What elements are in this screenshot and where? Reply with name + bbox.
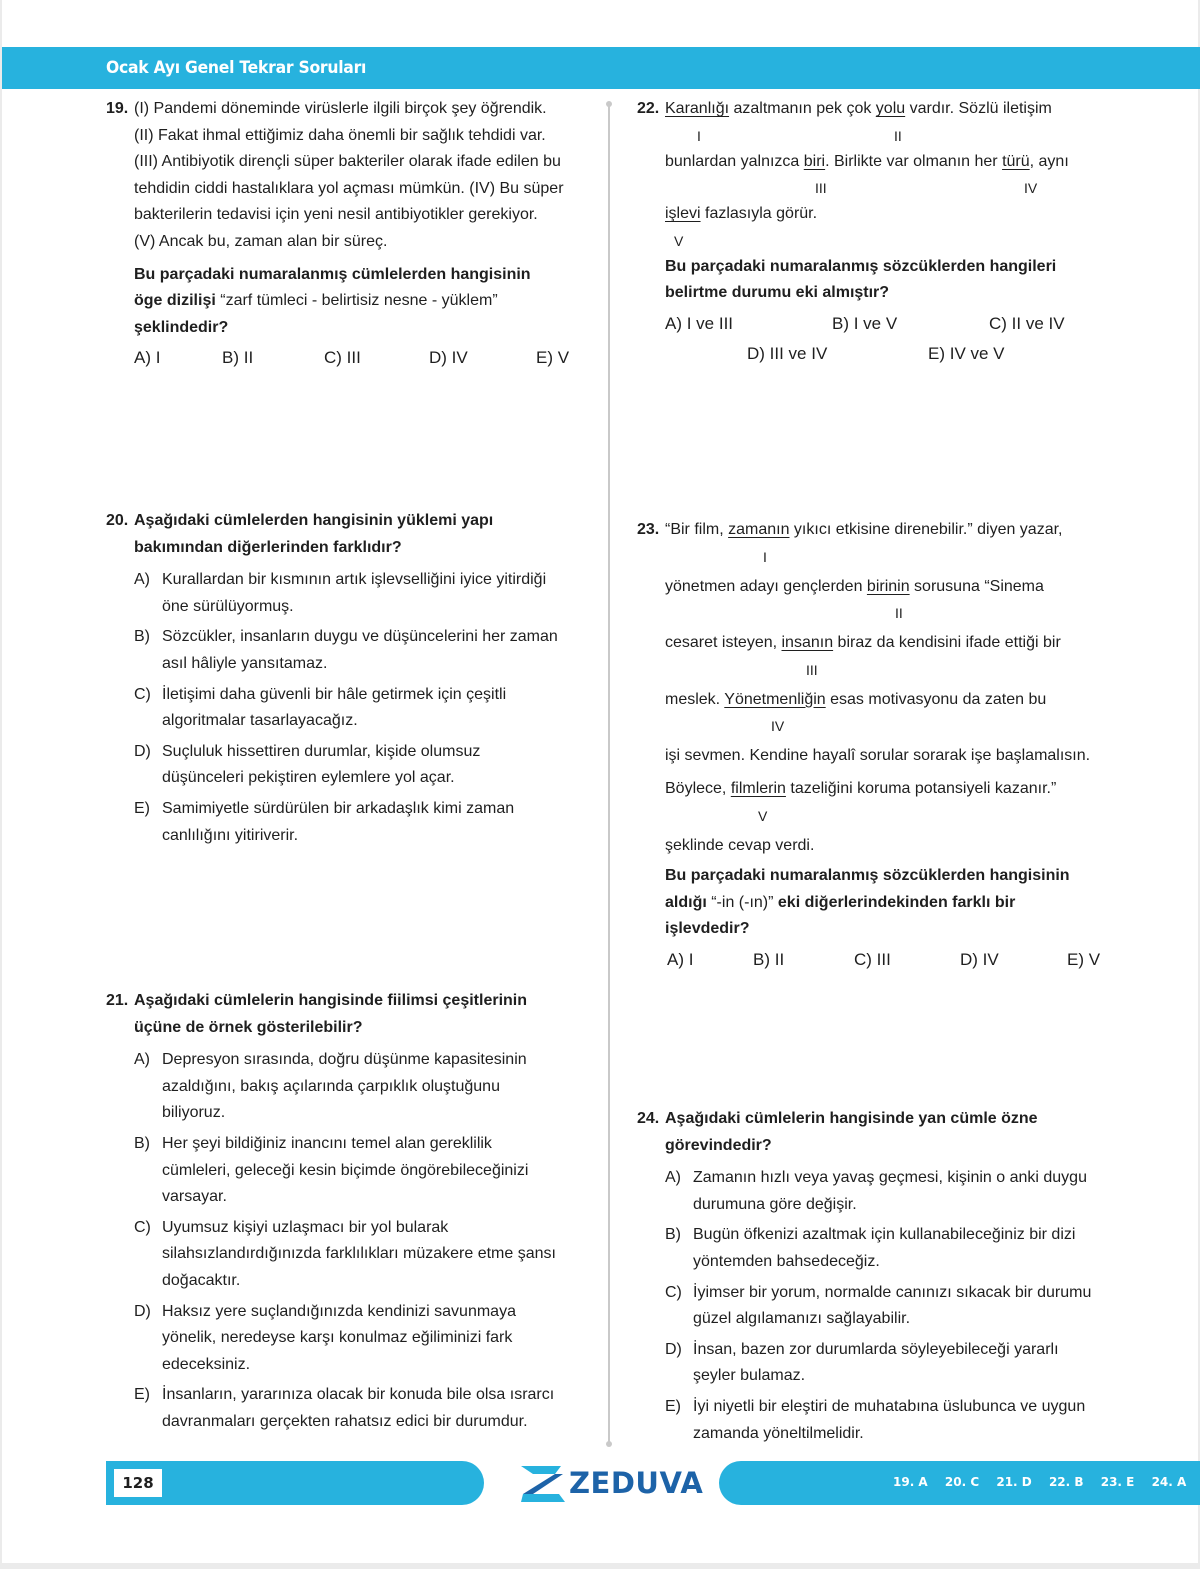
question-stem: Aşağıdaki cümlelerin hangisinde fiilimsi çeşitlerinin [134, 992, 528, 1009]
roman-numeral-row [665, 123, 1137, 149]
option-b[interactable] [134, 624, 586, 677]
roman-numeral: IV [771, 718, 785, 735]
question-stem: Bu parçadaki numaralanmış sözcüklerden hangileri [665, 257, 1057, 275]
option-b[interactable] [134, 1131, 596, 1211]
roman-numeral: I [697, 127, 701, 144]
options-row [665, 311, 1137, 341]
answer-key-item: 23. E [1100, 1475, 1135, 1489]
passage-text: vardır. Sözlü iletişim [905, 100, 1052, 117]
option-e[interactable] [134, 796, 586, 849]
option-text: Uyumsuz kişiyi uzlaşmacı bir yol bularak [162, 1218, 449, 1236]
passage-text: . Birlikte var olmanın her [825, 152, 1003, 170]
option-text: Samimiyetle sürdürülen bir arkadaşlık kimi zaman [162, 799, 515, 817]
options-row [665, 341, 1137, 371]
option-text: silahsızlandırdığınızda farklılıkları müzakere etme şansı [162, 1245, 556, 1263]
passage-line [665, 96, 1137, 123]
passage-text: Böylece, [665, 779, 731, 797]
option-letter: C) [134, 1218, 151, 1236]
option-letter: B) [134, 1134, 150, 1152]
question-number: 24. [637, 1110, 660, 1127]
numbered-word-iii: biri [803, 152, 826, 170]
passage-line [665, 776, 1157, 803]
passage-line: tehdidin ciddi hastalıklara yol açması mümkün. (IV) Bu süper [134, 179, 564, 197]
option-text: İyi niyetli bir eleştiri de muhatabına üslubunca ve uygun [693, 1397, 1086, 1415]
option-text: şeyler bulamaz. [693, 1367, 806, 1385]
option-text: asıl hâliyle yansıtamaz. [162, 654, 328, 672]
numbered-word-v: filmlerin [730, 779, 786, 797]
roman-numeral-row [665, 657, 1157, 687]
stem-bold: öge dizilişi [134, 292, 216, 310]
passage-line [665, 574, 1157, 601]
question-19 [106, 96, 586, 375]
option-text: Suçluluk hissettiren durumlar, kişide olumsuz [162, 742, 481, 760]
passage-text: yönetmen adayı gençlerden [665, 577, 867, 595]
option-letter: E) [665, 1397, 681, 1415]
passage-text: “Bir film, [665, 521, 729, 538]
option-text: güzel algılamanızı sağlayabilir. [693, 1310, 911, 1328]
question-stem: görevindedir? [665, 1136, 772, 1154]
stem-bold: eki diğerlerindekinden farklı bir [777, 893, 1016, 911]
passage-line: (V) Ancak bu, zaman alan bir süreç. [134, 232, 388, 250]
option-text: Depresyon sırasında, doğru düşünme kapasitesinin [162, 1051, 527, 1069]
zeduva-logo-icon [519, 1462, 567, 1506]
passage-line: (II) Fakat ihmal ettiğimiz daha önemli bir sağlık tehdidi var. [134, 126, 546, 144]
option-text: zamanda yöneltilmelidir. [693, 1424, 864, 1442]
option-d[interactable]: D) IV [429, 348, 468, 368]
passage-line: bakterilerin tedavisi için yeni nesil antibiyotikler gerekiyor. [134, 206, 538, 224]
option-letter: D) [134, 742, 151, 760]
option-e[interactable]: E) IV ve V [928, 343, 1005, 363]
option-text: İletişimi daha güvenli bir hâle getirmek için çeşitli [162, 685, 507, 703]
question-number: 23. [637, 521, 660, 538]
option-c[interactable] [134, 1215, 596, 1295]
passage-text: meslek. [665, 690, 725, 708]
passage-text: azaltmanın pek çok [729, 100, 876, 117]
option-c[interactable] [134, 682, 586, 735]
numbered-word-i: zamanın [728, 521, 790, 538]
option-text: İnsan, bazen zor durumlarda söyleyebileceği yararlı [693, 1340, 1059, 1358]
footer-left-band [106, 1461, 484, 1505]
roman-numeral-row [665, 544, 1157, 574]
numbered-word-v: işlevi [665, 205, 701, 223]
option-text: davranmaları gerçekten rahatsız edici bir durumdur. [162, 1412, 528, 1430]
option-b[interactable]: B) I ve V [832, 313, 898, 333]
question-stem: belirtme durumu eki almıştır? [665, 284, 890, 302]
options-row [134, 345, 586, 375]
option-a[interactable]: A) I [667, 949, 694, 969]
header-bar [2, 47, 1200, 89]
answer-key-item: 21. D [996, 1475, 1032, 1489]
question-number: 19. [106, 100, 129, 117]
logo-text: ZEDUVA [569, 1466, 704, 1500]
option-b[interactable]: B) II [222, 348, 254, 368]
question-24 [637, 1106, 1157, 1447]
option-d[interactable] [134, 739, 586, 792]
answer-key [893, 1475, 1199, 1489]
passage-line [665, 687, 1157, 714]
passage-line: işi sevmen. Kendine hayalî sorular sorarak işe başlamalısın. [665, 747, 1091, 765]
roman-numeral: V [758, 807, 768, 824]
numbered-word-ii: yolu [875, 100, 906, 117]
option-text: Her şeyi bildiğiniz inancını temel alan gereklilik [162, 1134, 492, 1152]
option-d[interactable] [134, 1299, 596, 1379]
question-stem: bakımından diğerlerinden farklıdır? [134, 538, 402, 556]
question-number: 20. [106, 512, 129, 529]
question-stem: Aşağıdaki cümlelerin hangisinde yan cümle özne [665, 1110, 1038, 1127]
page [2, 0, 1198, 1563]
passage-text: cesaret isteyen, [665, 634, 782, 652]
passage-text: bunlardan yalnızca [665, 152, 804, 170]
option-d[interactable] [665, 1337, 1157, 1390]
option-text: Kurallardan bir kısmının artık işlevselliğini iyice yitirdiği [162, 571, 547, 589]
stem-bold: aldığı [665, 893, 707, 911]
passage-text: fazlasıyla görür. [700, 205, 818, 223]
question-stem: şeklindedir? [134, 318, 229, 336]
roman-numeral: II [894, 127, 902, 144]
option-text: Zamanın hızlı veya yavaş geçmesi, kişinin o anki duygu [693, 1169, 1087, 1187]
question-stem: işlevdedir? [665, 920, 750, 938]
option-text: öne sürülüyormuş. [162, 597, 294, 615]
roman-numeral: II [895, 605, 903, 622]
roman-numeral: III [806, 661, 818, 678]
passage-line: (I) Pandemi döneminde virüslerle ilgili birçok şey öğrendik. [134, 100, 547, 117]
question-stem: üçüne de örnek gösterilebilir? [134, 1018, 363, 1036]
question-21 [106, 988, 596, 1436]
passage-line: (III) Antibiyotik dirençli süper bakteriler olarak ifade edilen bu [134, 153, 561, 171]
options-row [665, 947, 1157, 977]
passage-text: tazeliğini koruma potansiyeli kazanır.” [785, 779, 1057, 797]
option-text: Bugün öfkenizi azaltmak için kullanabileceğiniz bir dizi [693, 1226, 1076, 1244]
option-c[interactable] [665, 1280, 1157, 1333]
option-text: algoritmalar tasarlayacağız. [162, 712, 358, 730]
passage-line [665, 517, 1157, 544]
roman-numeral-row [665, 228, 1137, 254]
roman-numeral: I [763, 548, 767, 565]
option-text: yönelik, neredeyse karşı konulmaz eğiliminizi fark [162, 1329, 513, 1347]
option-d[interactable]: D) III ve IV [747, 343, 828, 363]
question-23 [637, 517, 1157, 977]
option-text: düşünceleri pekiştiren eylemlere yol açar. [162, 769, 455, 787]
option-c[interactable]: C) III [324, 348, 361, 368]
option-letter: A) [134, 1051, 150, 1069]
option-letter: C) [665, 1283, 682, 1301]
footer-right-band [719, 1461, 1200, 1505]
option-text: Sözcükler, insanların duygu ve düşüncelerini her zaman [162, 628, 558, 646]
option-a[interactable]: A) I [134, 348, 161, 368]
option-text: Haksız yere suçlandığınızda kendinizi savunmaya [162, 1302, 516, 1320]
roman-numeral: V [674, 232, 684, 249]
question-stem: Bu parçadaki numaralanmış cümlelerden hangisinin [134, 265, 531, 283]
roman-numeral-row [665, 175, 1137, 201]
question-22 [637, 96, 1137, 371]
passage-text: , aynı [1029, 152, 1069, 170]
answer-key-item: 20. C [944, 1475, 980, 1489]
option-text: edeceksiniz. [162, 1355, 251, 1373]
answer-key-item: 24. A [1151, 1475, 1187, 1489]
option-e[interactable] [134, 1382, 596, 1435]
passage-line [665, 630, 1157, 657]
option-text: yöntemden bahsedeceğiz. [693, 1252, 880, 1270]
passage-text: esas motivasyonu da zaten bu [825, 690, 1047, 708]
roman-numeral: IV [1024, 180, 1038, 197]
passage-text: sorusuna “Sinema [909, 577, 1044, 595]
roman-numeral: III [815, 180, 827, 197]
option-letter: B) [134, 628, 150, 646]
numbered-word-iii: insanın [781, 634, 834, 652]
numbered-word-iv: Yönetmenliğin [724, 690, 826, 708]
column-divider [608, 104, 610, 1444]
option-text: durumuna göre değişir. [693, 1195, 857, 1213]
option-b[interactable] [665, 1222, 1157, 1275]
option-letter: D) [134, 1302, 151, 1320]
passage-line [665, 149, 1137, 176]
stem-text: “zarf tümleci - belirtisiz nesne - yüklem” [215, 292, 498, 310]
option-b[interactable]: B) II [753, 949, 785, 969]
question-20 [106, 508, 586, 849]
passage-text: yıkıcı etkisine direnebilir.” diyen yazar, [789, 521, 1063, 538]
question-number: 21. [106, 992, 129, 1009]
header-title: Ocak Ayı Genel Tekrar Soruları [106, 58, 367, 78]
option-a[interactable] [665, 1165, 1157, 1218]
option-text: cümleleri, geleceği kesin biçimde öngörebileceğinizi [162, 1161, 529, 1179]
option-letter: C) [134, 685, 151, 703]
option-letter: B) [665, 1226, 681, 1244]
option-text: azaldığını, bakış açılarında çarpıklık oluştuğunu [162, 1077, 500, 1095]
numbered-word-iv: türü [1002, 152, 1030, 170]
question-stem [134, 288, 586, 315]
question-number: 22. [637, 100, 660, 117]
option-letter: A) [134, 571, 150, 589]
passage-line [665, 201, 1137, 228]
question-stem [665, 890, 1157, 917]
option-letter: D) [665, 1340, 682, 1358]
option-letter: E) [134, 1386, 150, 1404]
page-number: 128 [114, 1469, 162, 1497]
option-d[interactable]: D) IV [960, 949, 999, 969]
option-e[interactable] [665, 1394, 1157, 1447]
option-c[interactable]: C) III [854, 949, 891, 969]
roman-numeral-row [665, 803, 1157, 833]
roman-numeral-row [665, 713, 1157, 743]
numbered-word-ii: birinin [866, 577, 910, 595]
option-letter: A) [665, 1169, 681, 1187]
option-a[interactable] [134, 567, 586, 620]
numbered-word-i: Karanlığı [665, 100, 730, 117]
option-a[interactable]: A) I ve III [665, 313, 734, 333]
option-text: doğacaktır. [162, 1271, 241, 1289]
passage-text: biraz da kendisini ifade ettiği bir [833, 634, 1061, 652]
option-c[interactable]: C) II ve IV [989, 313, 1065, 333]
answer-key-item: 19. A [893, 1475, 928, 1489]
passage-line: şeklinde cevap verdi. [665, 836, 815, 854]
option-letter: E) [134, 799, 150, 817]
option-text: İnsanların, yararınıza olacak bir konuda bile olsa ısrarcı [162, 1386, 555, 1404]
option-e[interactable]: E) V [1067, 949, 1101, 969]
answer-key-item: 22. B [1048, 1475, 1084, 1489]
option-text: varsayar. [162, 1188, 227, 1206]
roman-numeral-row [665, 600, 1157, 630]
question-stem: Bu parçadaki numaralanmış sözcüklerden hangisinin [665, 867, 1070, 885]
option-a[interactable] [134, 1047, 596, 1127]
option-text: canlılığını yitiriverir. [162, 826, 299, 844]
question-stem: Aşağıdaki cümlelerden hangisinin yüklemi yapı [134, 512, 494, 529]
stem-text: “-in (-ın)” [706, 893, 778, 911]
option-e[interactable]: E) V [536, 348, 570, 368]
option-text: biliyoruz. [162, 1104, 226, 1122]
option-text: İyimser bir yorum, normalde canınızı sıkacak bir durumu [693, 1283, 1092, 1301]
zeduva-logo [519, 1462, 704, 1506]
